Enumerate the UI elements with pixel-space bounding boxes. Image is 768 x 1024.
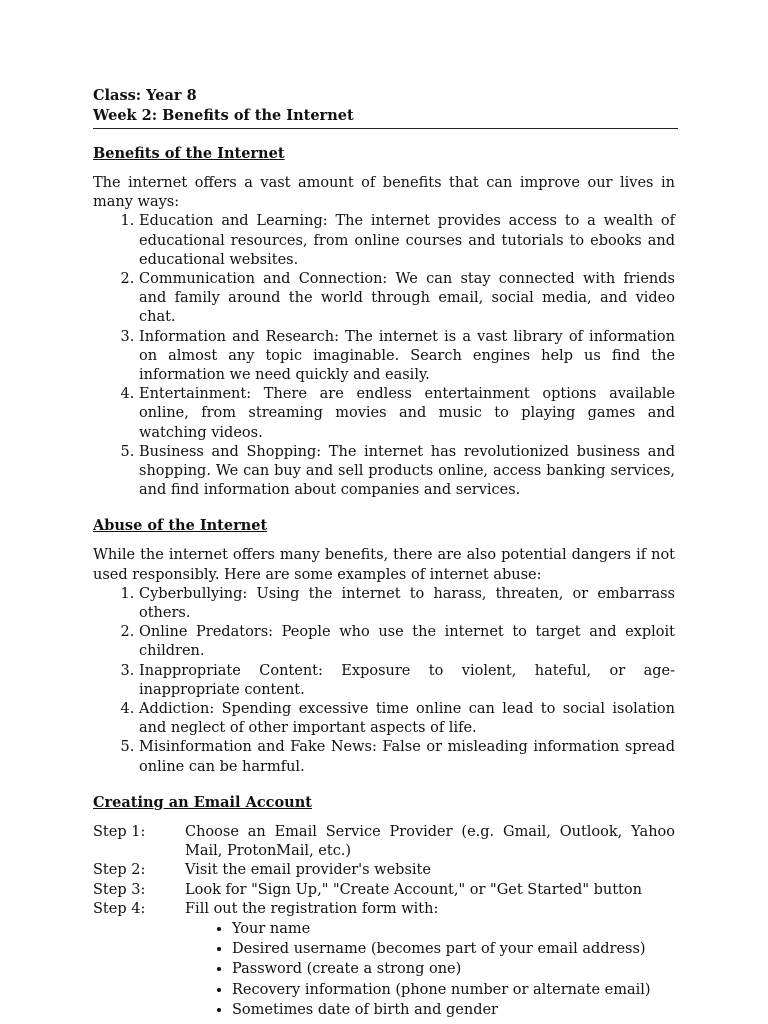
step-text: Fill out the registration form with: (185, 900, 439, 917)
list-item: 1. Cyberbullying: Using the internet to harass, threaten, or embarrass others. (139, 585, 675, 623)
abuse-intro: While the internet offers many benefits, there are also potential dangers if not used responsibly. Here are some examples of internet abuse: (93, 547, 675, 583)
class-line: Class: Year 8 (93, 87, 197, 104)
week-line: Week 2: Benefits of the Internet (93, 107, 354, 124)
step-text: Choose an Email Service Provider (e.g. Gmail, Outlook, Yahoo Mail, ProtonMail, etc.) (185, 823, 675, 860)
benefits-heading: Benefits of the Internet (93, 145, 285, 162)
email-steps (93, 823, 675, 919)
document-header (93, 86, 678, 129)
benefits-intro: The internet offers a vast amount of benefits that can improve our lives in many ways: (93, 175, 675, 211)
abuse-heading: Abuse of the Internet (93, 517, 268, 535)
step-label: Step 4: (93, 900, 146, 917)
list-item: 5. Business and Shopping: The internet has revolutionized business and shopping. We can buy and sell products online, access banking services, and find information about companies and services. (139, 443, 675, 501)
list-item: • Desired username (becomes part of your email address) (232, 939, 675, 959)
step-row (93, 900, 675, 919)
email-heading: Creating an Email Account (93, 793, 312, 811)
list-item: 3. Inappropriate Content: Exposure to violent, hateful, or age-inappropriate content. (139, 662, 675, 700)
list-item: 1. Education and Learning: The internet provides access to a wealth of educational resources, from online courses and tutorials to ebooks and educational websites. (139, 212, 675, 270)
list-item: 4. Addiction: Spending excessive time online can lead to social isolation and neglect of other important aspects of life. (139, 700, 675, 738)
list-item: • Password (create a strong one) (232, 959, 675, 979)
list-item: 5. Misinformation and Fake News: False or misleading information spread online can be harmful. (139, 738, 675, 776)
step-text: Look for "Sign Up," "Create Account," or "Get Started" button (185, 881, 642, 898)
list-item: 4. Entertainment: There are endless entertainment options available online, from streaming movies and music to playing games and watching videos. (139, 385, 675, 443)
step-row (93, 861, 675, 880)
step-row (93, 823, 675, 861)
list-item: • Sometimes date of birth and gender (232, 1000, 675, 1020)
list-item: 2. Online Predators: People who use the internet to target and exploit children. (139, 623, 675, 661)
list-item: • Your name (232, 919, 675, 939)
list-item: 3. Information and Research: The internet is a vast library of information on almost any topic imaginable. Search engines help us find the information we need quickly and easily. (139, 328, 675, 386)
list-item: 2. Communication and Connection: We can stay connected with friends and family around the world through email, social media, and video chat. (139, 270, 675, 328)
list-item: • Recovery information (phone number or alternate email) (232, 980, 675, 1000)
step-label: Step 2: (93, 862, 146, 879)
step-label: Step 3: (93, 881, 146, 898)
step-label: Step 1: (93, 823, 146, 840)
benefits-list (93, 212, 675, 500)
step-row (93, 881, 675, 900)
form-fields-list (93, 919, 675, 1020)
abuse-list (93, 585, 675, 777)
step-text: Visit the email provider's website (185, 862, 431, 879)
document-body (93, 144, 675, 1020)
